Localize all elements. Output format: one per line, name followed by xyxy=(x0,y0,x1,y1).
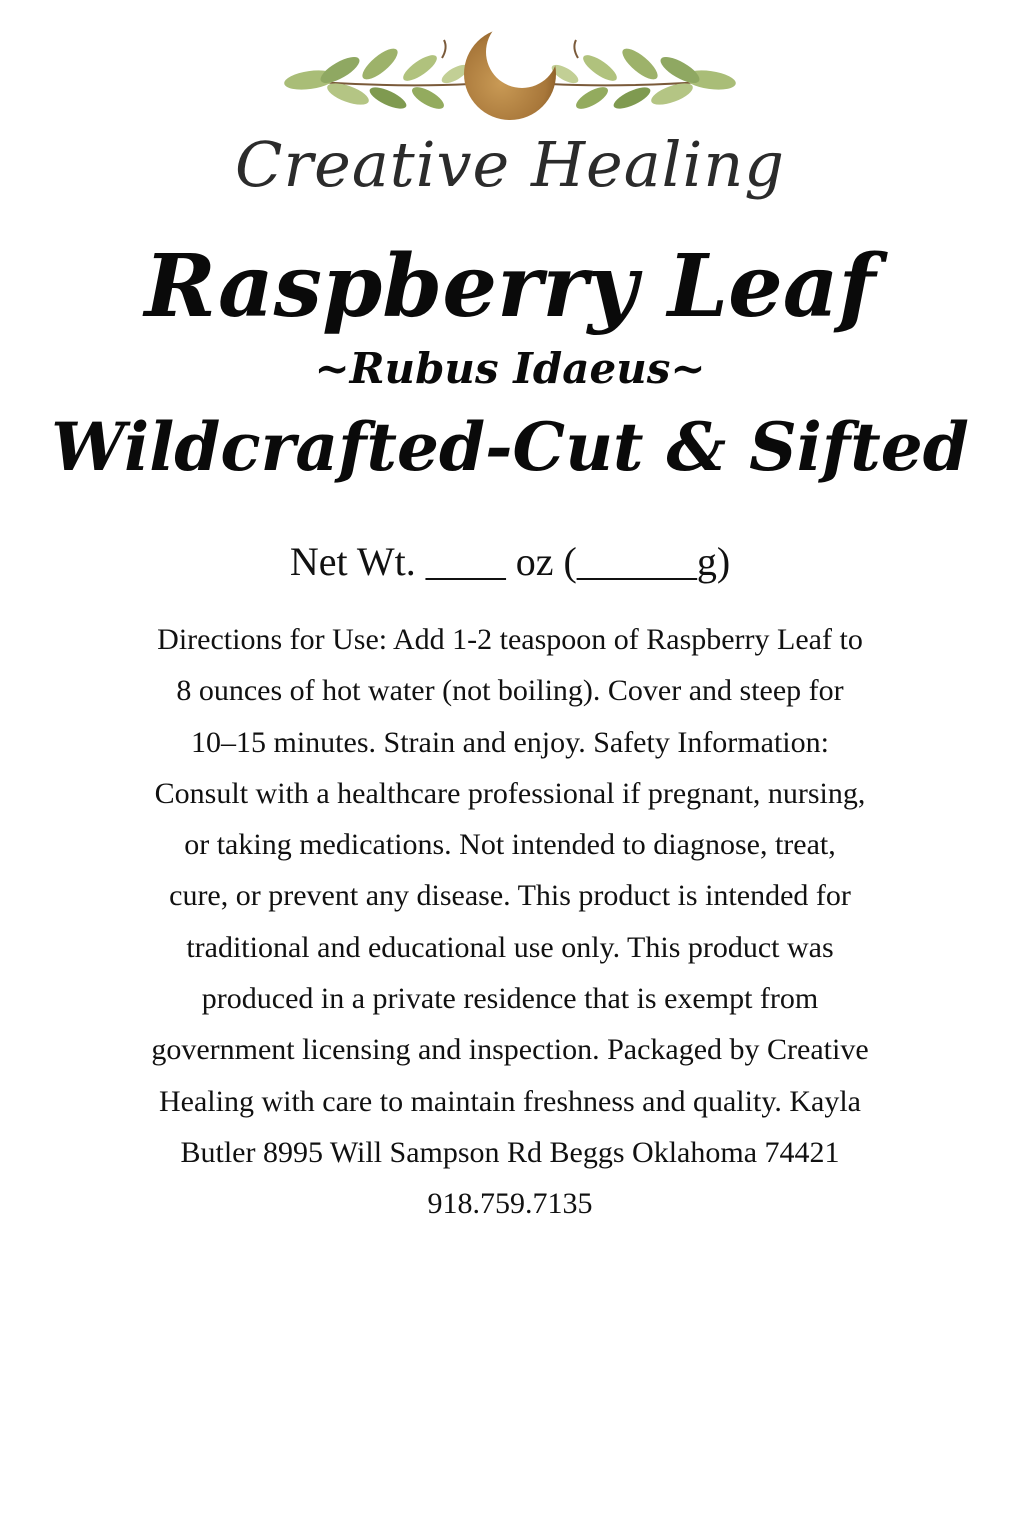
latin-name: ~Rubus Idaeus~ xyxy=(314,344,706,393)
directions-line: or taking medications. Not intended to diagnose, treat, xyxy=(184,828,836,862)
directions-line: produced in a private residence that is exempt from xyxy=(201,982,819,1016)
directions-line: cure, or prevent any disease. This product is intended for xyxy=(169,879,851,913)
directions-line: 10–15 minutes. Strain and enjoy. Safety Information: xyxy=(191,725,829,759)
brand-name: Creative Healing xyxy=(235,128,785,201)
net-weight: Net Wt. ____ oz (______g) xyxy=(289,539,731,584)
directions-line: traditional and educational use only. This product was xyxy=(186,930,834,964)
directions-text xyxy=(95,614,925,1230)
directions-line: Consult with a healthcare professional if pregnant, nursing, xyxy=(154,776,866,810)
phone-number: 918.759.7135 xyxy=(427,1187,593,1221)
directions-line: Butler 8995 Will Sampson Rd Beggs Oklahoma 74421 xyxy=(180,1135,840,1169)
product-title: Raspberry Leaf xyxy=(144,236,876,337)
directions-line: government licensing and inspection. Packaged by Creative xyxy=(151,1033,869,1067)
directions-line: Healing with care to maintain freshness and quality. Kayla xyxy=(159,1084,861,1118)
directions-line: Directions for Use: Add 1-2 teaspoon of Raspberry Leaf to xyxy=(157,623,863,656)
process-description: Wildcrafted-Cut & Sifted xyxy=(51,408,969,486)
crescent-moon-with-leaves-icon xyxy=(270,18,750,128)
directions-line: 8 ounces of hot water (not boiling). Cover and steep for xyxy=(176,674,844,708)
